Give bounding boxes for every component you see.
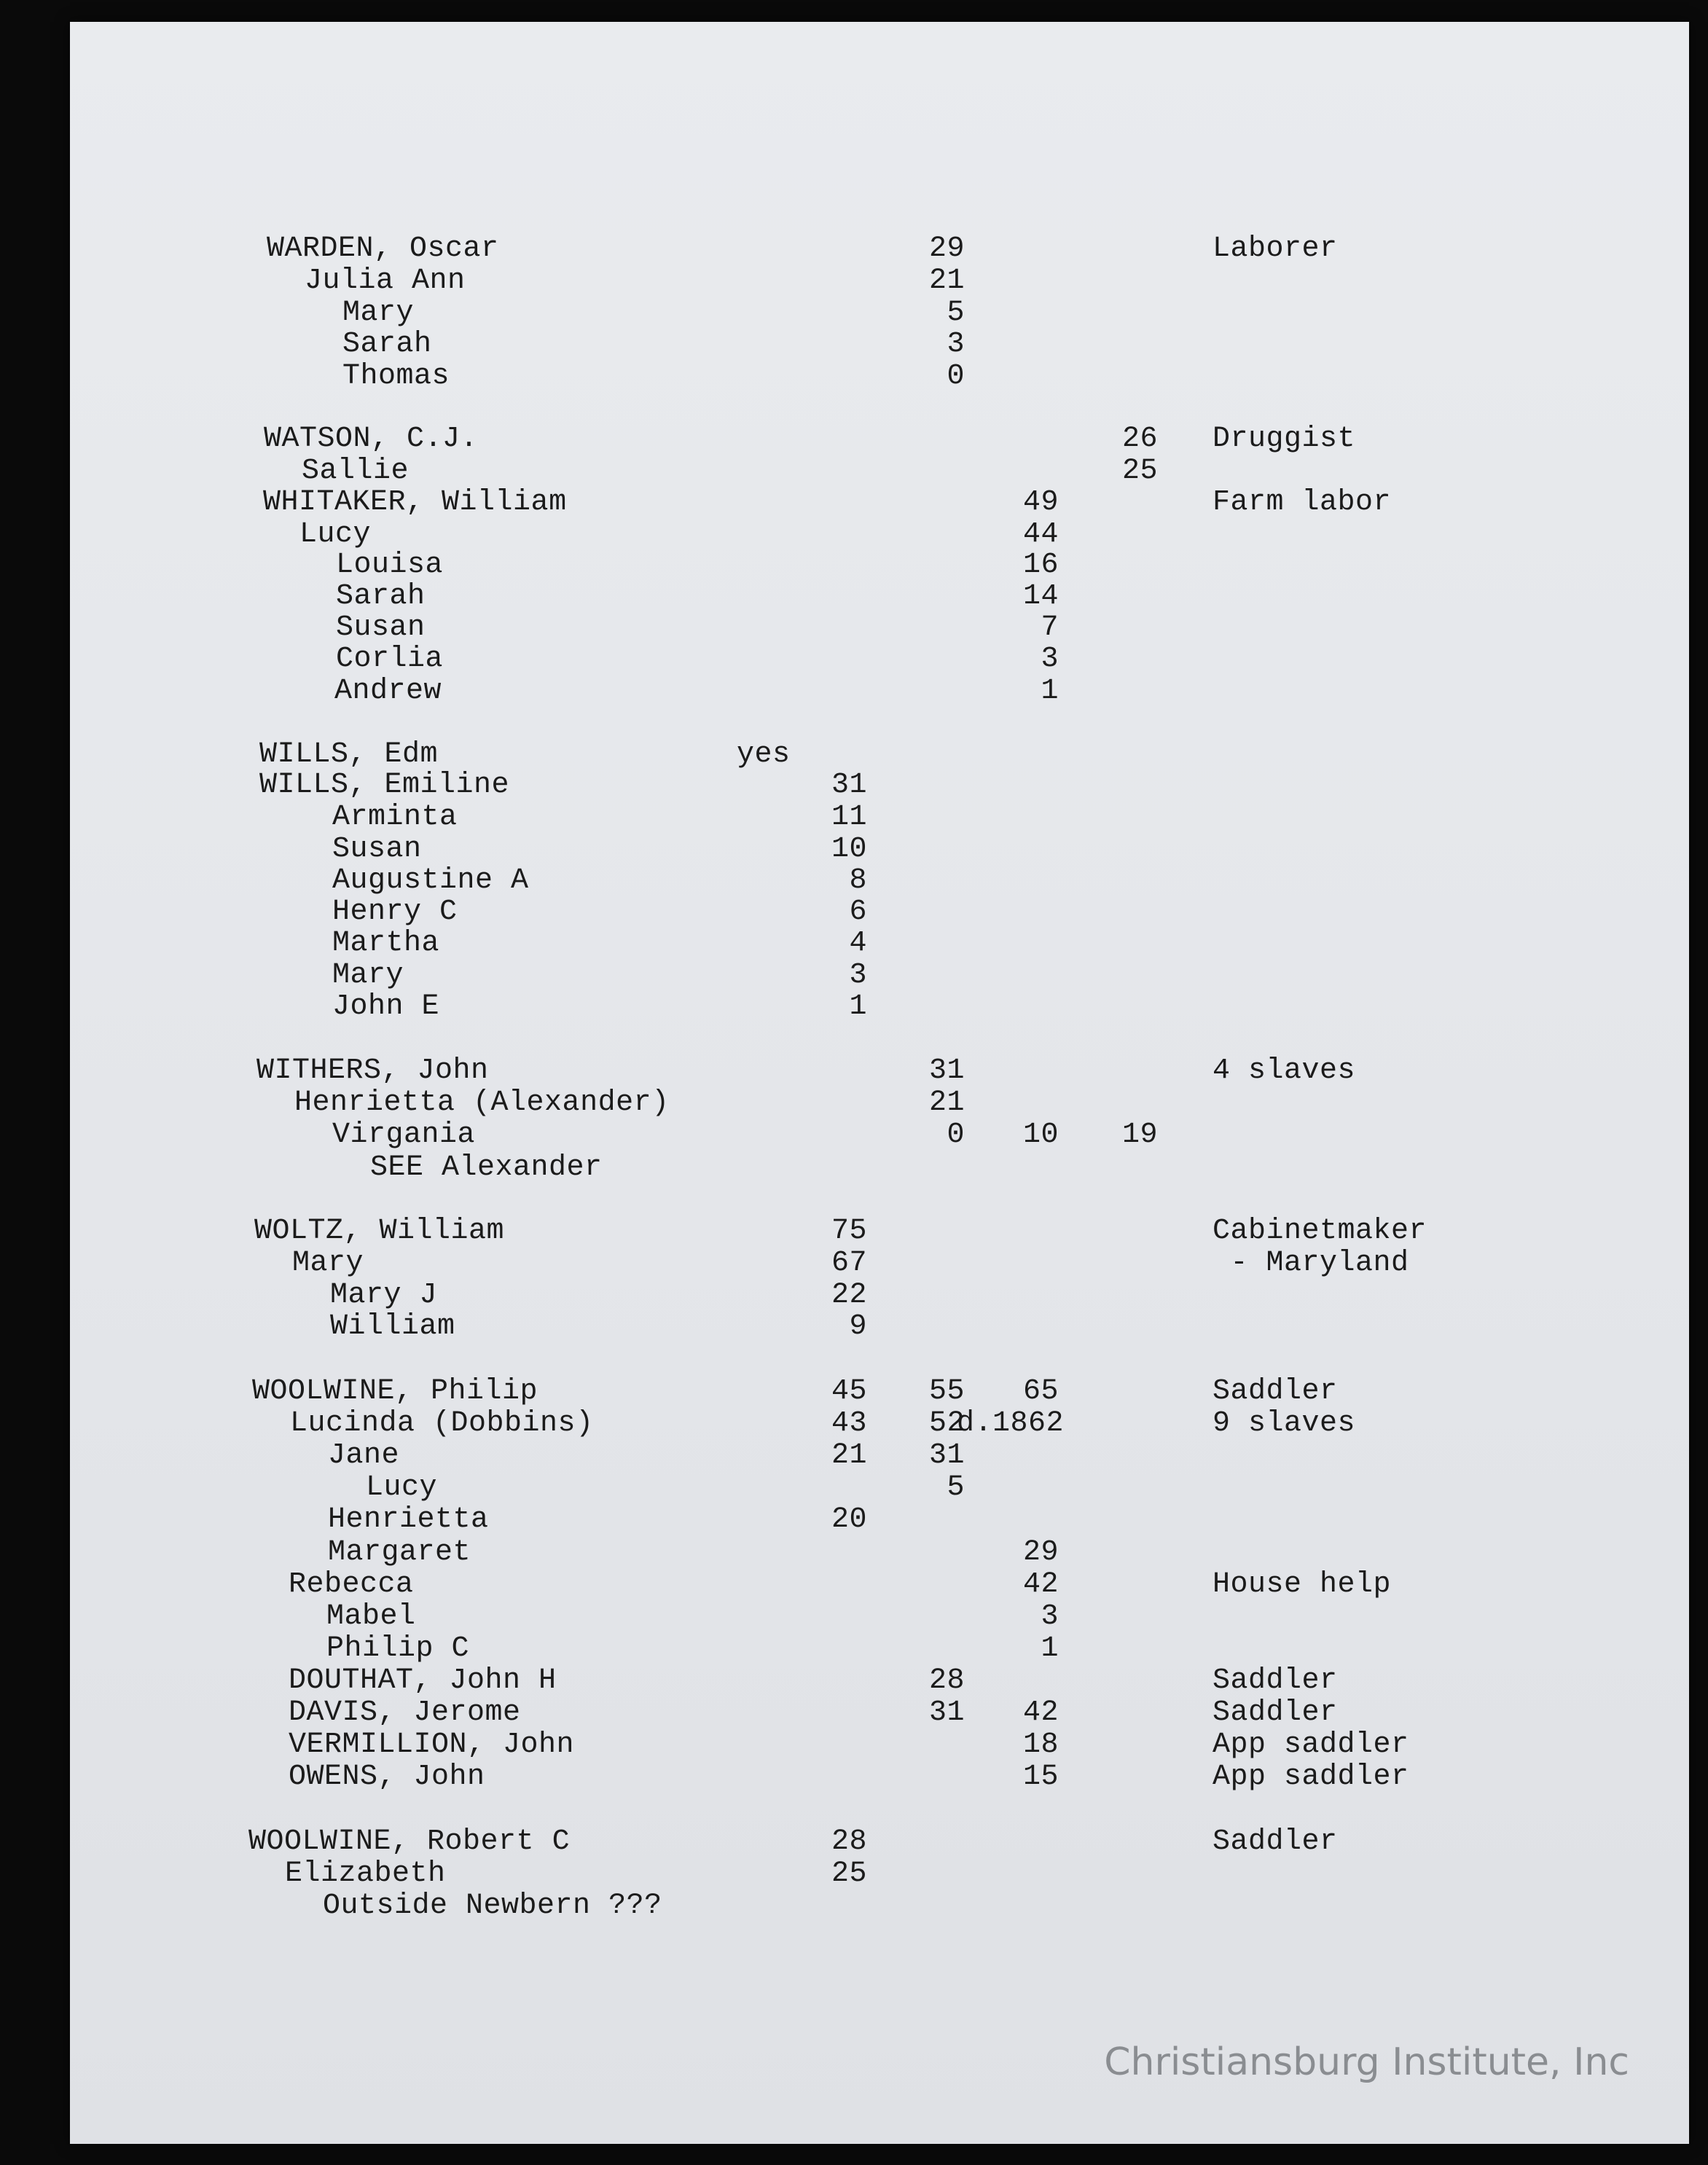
entry-name: Rebecca — [289, 1568, 414, 1601]
entry-name: Susan — [332, 833, 422, 866]
entry-name: Mary — [292, 1247, 364, 1280]
entry-name: John E — [332, 990, 440, 1023]
entry-occupation: Druggist — [1213, 423, 1356, 455]
entry-name: Henrietta — [328, 1503, 489, 1536]
entry-row — [70, 991, 1689, 1023]
entry-name: Margaret — [328, 1536, 471, 1569]
entry-name: Lucy — [299, 518, 372, 551]
entry-row — [70, 361, 1689, 393]
entry-value-col-3: 10 — [1022, 1119, 1059, 1151]
entry-row — [70, 1729, 1689, 1761]
entry-name: Thomas — [342, 360, 450, 393]
entry-value-col-1: 1 — [849, 990, 867, 1023]
entry-name: OWENS, John — [289, 1761, 485, 1793]
entry-name: Philip C — [326, 1632, 470, 1665]
entry-value-col-3: 1 — [1041, 675, 1059, 708]
entry-value-col-3: 42 — [1022, 1568, 1059, 1601]
entry-row — [70, 928, 1689, 960]
entry-row — [70, 581, 1689, 613]
entry-row — [70, 519, 1689, 551]
entry-name: Mary — [332, 959, 404, 992]
entry-row — [70, 1537, 1689, 1569]
entry-value-col-2: 28 — [928, 1664, 965, 1697]
entry-row — [70, 1280, 1689, 1312]
entry-value-col-3: 65 — [1022, 1375, 1059, 1408]
entry-row — [70, 1311, 1689, 1343]
entry-row — [70, 1761, 1689, 1793]
entry-name: Henry C — [332, 896, 458, 928]
entry-row — [70, 960, 1689, 992]
entry-value-col-1: 28 — [831, 1825, 867, 1858]
entry-value-col-3: 1 — [1041, 1632, 1059, 1665]
entry-row — [70, 770, 1689, 802]
watermark: Christiansburg Institute, Inc — [1104, 2040, 1629, 2084]
entry-name: Outside Newbern ??? — [323, 1890, 662, 1922]
entry-value-col-2: 31 — [928, 1696, 965, 1729]
entry-value-col-2: 21 — [928, 265, 965, 297]
entry-name: WOLTZ, William — [254, 1215, 505, 1248]
entry-row — [70, 865, 1689, 897]
entry-value-col-2: 52 — [928, 1407, 965, 1440]
entry-name: Lucy — [366, 1471, 438, 1504]
entry-row — [70, 1569, 1689, 1601]
entry-value-col-1: 31 — [831, 769, 867, 802]
entry-value-col-4: 19 — [1121, 1119, 1158, 1151]
entry-name: DOUTHAT, John H — [289, 1664, 557, 1697]
entry-name: WILLS, Edm — [259, 738, 439, 771]
entry-row — [70, 1440, 1689, 1472]
entry-row — [70, 1152, 1689, 1184]
entry-row — [70, 423, 1689, 455]
entry-name: DAVIS, Jerome — [289, 1696, 521, 1729]
entry-name: Virgania — [332, 1119, 476, 1151]
entry-name: Martha — [332, 927, 440, 960]
entry-row — [70, 455, 1689, 488]
entry-occupation: House help — [1213, 1568, 1392, 1601]
entry-row — [70, 487, 1689, 519]
entry-value-col-1: 10 — [831, 833, 867, 866]
entry-row — [70, 1248, 1689, 1280]
entry-value-col-3: d.1862 — [957, 1407, 1065, 1440]
entry-value-col-3: 49 — [1022, 486, 1059, 519]
entry-occupation: Saddler — [1213, 1825, 1338, 1858]
entry-value-col-3: 3 — [1041, 643, 1059, 676]
document-page — [70, 22, 1689, 2144]
entry-value-col-1: 20 — [831, 1503, 867, 1536]
entry-name: Sarah — [336, 580, 426, 613]
entry-name: Julia Ann — [305, 265, 466, 297]
entry-occupation: Farm labor — [1213, 486, 1392, 519]
entry-row — [70, 1408, 1689, 1440]
entry-value-col-2: 21 — [928, 1087, 965, 1119]
entry-name: WOOLWINE, Robert C — [248, 1825, 571, 1858]
census-entries — [70, 22, 1689, 2144]
entry-row — [70, 1119, 1689, 1151]
entry-name: Lucinda (Dobbins) — [290, 1407, 594, 1440]
entry-value-col-1: 45 — [831, 1375, 867, 1408]
entry-row — [70, 643, 1689, 676]
entry-row — [70, 329, 1689, 361]
entry-value-col-1: 22 — [831, 1279, 867, 1312]
entry-value-col-1: 6 — [849, 896, 867, 928]
entry-row — [70, 233, 1689, 265]
entry-row — [70, 739, 1689, 771]
entry-value-col-2: 31 — [928, 1439, 965, 1472]
entry-note: yes — [737, 738, 791, 771]
entry-value-col-3: 16 — [1022, 549, 1059, 582]
entry-row — [70, 1215, 1689, 1248]
entry-row — [70, 676, 1689, 708]
entry-name: SEE Alexander — [370, 1151, 603, 1184]
entry-value-col-2: 29 — [928, 232, 965, 265]
entry-row — [70, 297, 1689, 329]
entry-occupation: Saddler — [1213, 1664, 1338, 1697]
entry-value-col-1: 9 — [849, 1310, 867, 1343]
entry-row — [70, 896, 1689, 928]
entry-occupation: Saddler — [1213, 1375, 1338, 1408]
entry-name: Louisa — [336, 549, 444, 582]
entry-row — [70, 1633, 1689, 1665]
entry-name: Arminta — [332, 801, 458, 834]
entry-row — [70, 1504, 1689, 1536]
entry-row — [70, 802, 1689, 834]
entry-name: WATSON, C.J. — [264, 423, 479, 455]
entry-row — [70, 1087, 1689, 1119]
entry-occupation: Saddler — [1213, 1696, 1338, 1729]
entry-name: VERMILLION, John — [289, 1729, 575, 1761]
entry-row — [70, 834, 1689, 866]
entry-value-col-2: 0 — [947, 1119, 965, 1151]
entry-row — [70, 265, 1689, 297]
entry-name: WOOLWINE, Philip — [252, 1375, 538, 1408]
entry-value-col-2: 3 — [947, 328, 965, 361]
entry-value-col-2: 31 — [928, 1054, 965, 1087]
entry-name: Sallie — [302, 455, 410, 488]
entry-name: Elizabeth — [285, 1857, 446, 1890]
entry-value-col-2: 5 — [947, 1471, 965, 1504]
entry-name: WARDEN, Oscar — [267, 232, 499, 265]
entry-name: Susan — [336, 611, 426, 644]
entry-row — [70, 1858, 1689, 1890]
entry-row — [70, 612, 1689, 644]
entry-value-col-3: 15 — [1022, 1761, 1059, 1793]
entry-row — [70, 1376, 1689, 1408]
entry-occupation: 9 slaves — [1213, 1407, 1356, 1440]
entry-row — [70, 1697, 1689, 1729]
entry-value-col-1: 4 — [849, 927, 867, 960]
entry-value-col-1: 75 — [831, 1215, 867, 1248]
entry-value-col-1: 8 — [849, 864, 867, 897]
entry-name: WITHERS, John — [256, 1054, 489, 1087]
entry-name: WILLS, Emiline — [259, 769, 510, 802]
entry-row — [70, 1890, 1689, 1922]
entry-name: William — [330, 1310, 455, 1343]
entry-value-col-1: 25 — [831, 1857, 867, 1890]
entry-value-col-2: 5 — [947, 297, 965, 329]
entry-name: Corlia — [336, 643, 444, 676]
entry-value-col-3: 18 — [1022, 1729, 1059, 1761]
entry-value-col-1: 11 — [831, 801, 867, 834]
entry-row — [70, 549, 1689, 582]
entry-value-col-3: 7 — [1041, 611, 1059, 644]
entry-row — [70, 1665, 1689, 1697]
entry-name: Jane — [328, 1439, 400, 1472]
entry-name: Sarah — [342, 328, 432, 361]
entry-name: Mary J — [330, 1279, 438, 1312]
entry-occupation: Laborer — [1213, 232, 1338, 265]
entry-value-col-3: 42 — [1022, 1696, 1059, 1729]
entry-row — [70, 1055, 1689, 1087]
entry-value-col-1: 21 — [831, 1439, 867, 1472]
entry-row — [70, 1601, 1689, 1633]
entry-name: WHITAKER, William — [263, 486, 567, 519]
entry-value-col-3: 14 — [1022, 580, 1059, 613]
entry-value-col-4: 26 — [1121, 423, 1158, 455]
entry-value-col-1: 3 — [849, 959, 867, 992]
entry-occupation: - Maryland — [1213, 1247, 1409, 1280]
entry-occupation: App saddler — [1213, 1761, 1409, 1793]
entry-value-col-2: 55 — [928, 1375, 965, 1408]
entry-value-col-1: 43 — [831, 1407, 867, 1440]
entry-name: Mabel — [326, 1600, 416, 1633]
entry-name: Henrietta (Alexander) — [294, 1087, 670, 1119]
entry-row — [70, 1472, 1689, 1504]
entry-occupation: App saddler — [1213, 1729, 1409, 1761]
entry-value-col-3: 44 — [1022, 518, 1059, 551]
entry-name: Mary — [342, 297, 415, 329]
entry-occupation: 4 slaves — [1213, 1054, 1356, 1087]
entry-value-col-3: 29 — [1022, 1536, 1059, 1569]
entry-row — [70, 1826, 1689, 1858]
entry-value-col-2: 0 — [947, 360, 965, 393]
entry-name: Andrew — [334, 675, 442, 708]
entry-value-col-1: 67 — [831, 1247, 867, 1280]
entry-value-col-4: 25 — [1121, 455, 1158, 488]
entry-name: Augustine A — [332, 864, 529, 897]
entry-occupation: Cabinetmaker — [1213, 1215, 1427, 1248]
entry-value-col-3: 3 — [1041, 1600, 1059, 1633]
